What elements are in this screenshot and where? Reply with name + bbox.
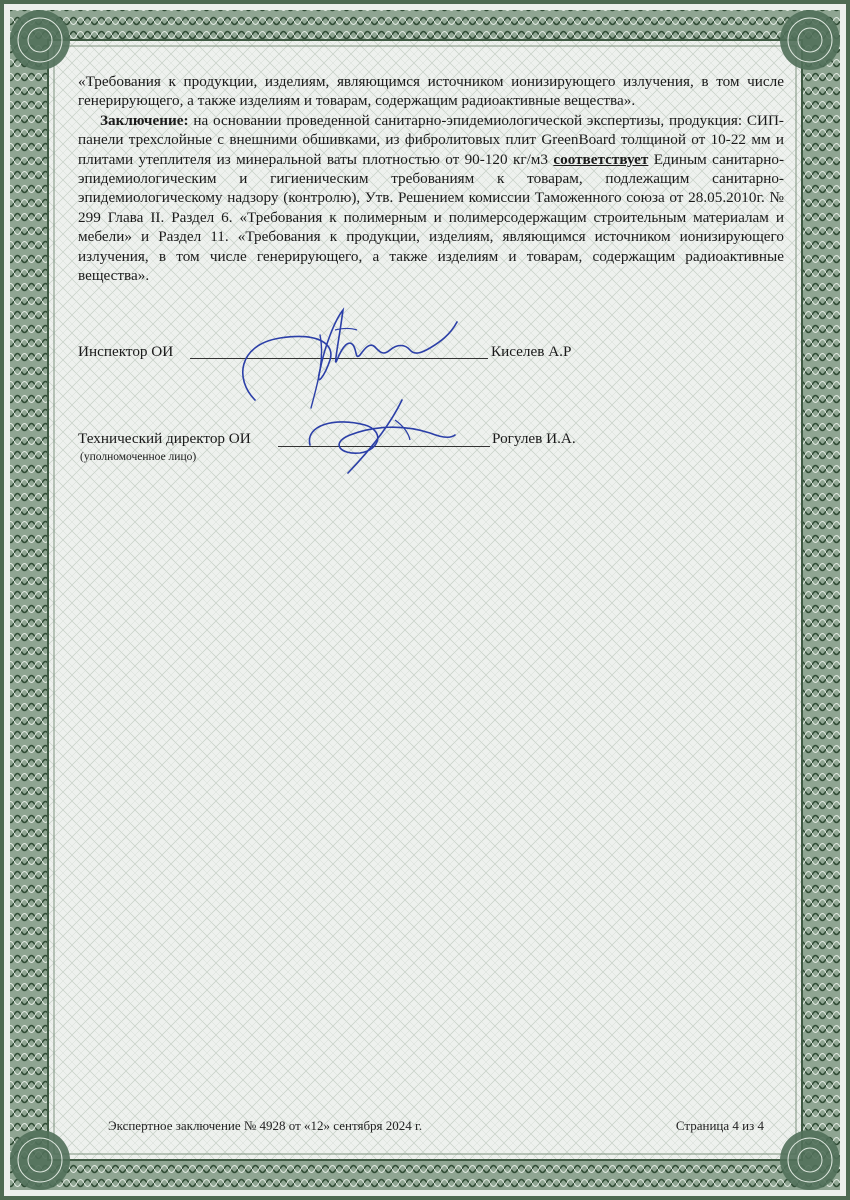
inspector-name: Киселев А.Р — [491, 343, 572, 360]
footer-page-number: Страница 4 из 4 — [675, 1118, 764, 1133]
paragraph-conclusion — [78, 111, 784, 286]
conclusion-text-part2: Единым санитарно-эпидемиологическим и гигиеническим требованиям к товарам, подлежащим санитарно-эпидемиологическому надзору (контролю), Утв. Решением комиссии Таможенного союза от 28.05.2010г. № 299 Глава II. Раздел 6. «Требования к полимерным и полимерсодержащим строительным материалам и мебели» и Раздел 11. «Требования к продукции, изделиям, являющимся источником ионизирующего излучения, в том числе генерирующего, а также изделиям и товарам, содержащим радиоактивные вещества». — [78, 150, 784, 285]
document-body — [78, 72, 784, 285]
director-note: (уполномоченное лицо) — [80, 451, 197, 463]
conclusion-label: Заключение: — [100, 111, 189, 129]
inspector-role: Инспектор ОИ — [78, 343, 174, 360]
conclusion-text-part1: на основании проведенной санитарно-эпидемиологической экспертизы, продукция: СИП-панели трехслойные с внешними обшивками, из фибролитовых плит GreenBoard толщиной от 10-22 мм и плитами утеплителя из минеральной ваты плотностью от 90-120 кг/м3 — [78, 111, 784, 168]
paragraph-requirements: «Требования к продукции, изделиям, являющимся источником ионизирующего излучения, в том числе генерирующего, а также изделиям и товарам, содержащим радиоактивные вещества». — [78, 73, 784, 110]
conclusion-emphasis: соответствует — [553, 150, 649, 168]
director-name: Рогулев И.А. — [492, 430, 576, 447]
footer-document-reference: Экспертное заключение № 4928 от «12» сентября 2024 г. — [108, 1118, 423, 1133]
director-signature-icon — [290, 395, 460, 480]
director-role: Технический директор ОИ — [78, 430, 251, 447]
